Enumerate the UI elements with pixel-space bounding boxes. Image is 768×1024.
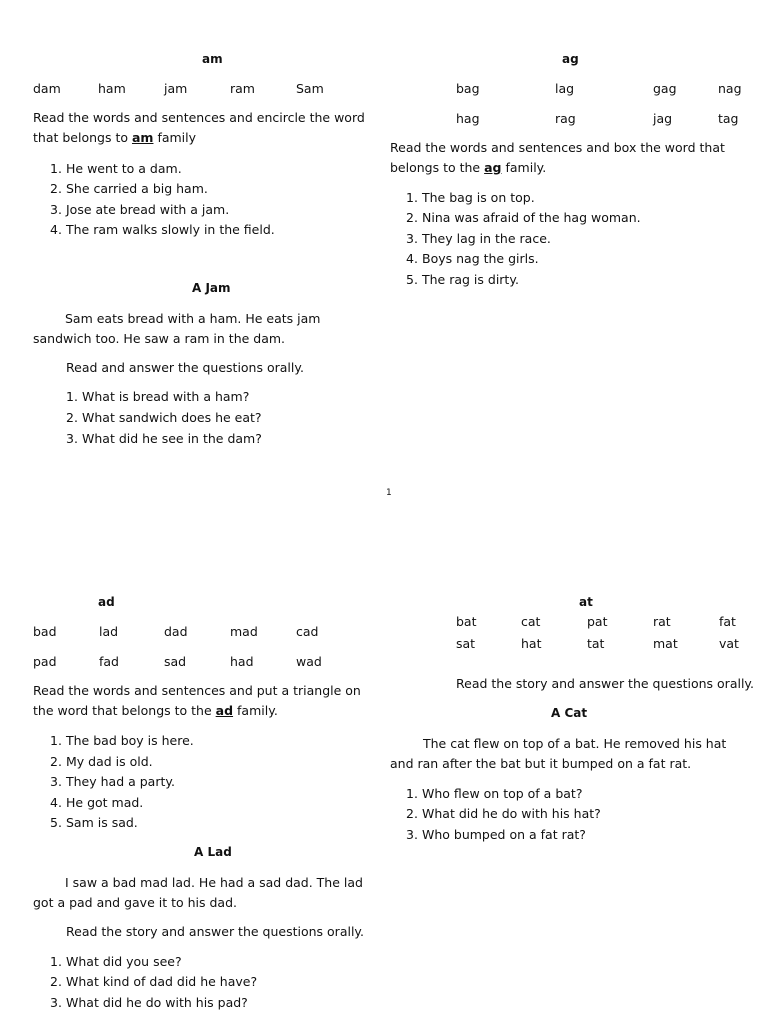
ag-item: 1. The bag is on top. [406, 190, 535, 205]
ag-word: bag [456, 81, 480, 96]
page-number: 1 [386, 488, 392, 498]
jam-question: 1. What is bread with a ham? [66, 389, 250, 404]
ag-word: hag [456, 111, 480, 126]
at-word: vat [719, 636, 739, 651]
am-word: ham [98, 81, 126, 96]
ad-word: wad [296, 654, 322, 669]
ag-word: lag [555, 81, 575, 96]
at-word: fat [719, 614, 736, 629]
am-word: Sam [296, 81, 324, 96]
cat-question: 3. Who bumped on a fat rat? [406, 827, 586, 842]
jam-story-instruction: Read and answer the questions orally. [66, 360, 304, 375]
ad-title: ad [98, 595, 115, 609]
am-word: ram [230, 81, 255, 96]
ag-title: ag [562, 52, 579, 66]
lad-story-text: I saw a bad mad lad. He had a sad dad. The lad got a pad and gave it to his dad. [33, 875, 363, 910]
ad-word: lad [99, 624, 119, 639]
lad-question: 1. What did you see? [50, 954, 182, 969]
jam-story-text: Sam eats bread with a ham. He eats jam sandwich too. He saw a ram in the dam. [33, 311, 321, 346]
ad-word: pad [33, 654, 57, 669]
cat-question: 1. Who flew on top of a bat? [406, 786, 583, 801]
at-word: pat [587, 614, 608, 629]
am-title: am [202, 52, 223, 66]
ag-item: 5. The rag is dirty. [406, 272, 519, 287]
ad-word: mad [230, 624, 258, 639]
ag-item: 3. They lag in the race. [406, 231, 551, 246]
ag-word: tag [718, 111, 739, 126]
ad-word: cad [296, 624, 319, 639]
at-word: mat [653, 636, 678, 651]
ag-word: gag [653, 81, 677, 96]
ad-word: sad [164, 654, 187, 669]
ad-item: 2. My dad is old. [50, 754, 153, 769]
lad-question: 2. What kind of dad did he have? [50, 974, 258, 989]
cat-story-text: The cat flew on top of a bat. He removed his hat and ran after the bat but it bumped on a fat rat. [390, 736, 727, 771]
cat-story-title: A Cat [551, 706, 588, 720]
at-word: rat [653, 614, 671, 629]
ag-word: jag [653, 111, 673, 126]
ag-item: 4. Boys nag the girls. [406, 251, 539, 266]
ag-item: 2. Nina was afraid of the hag woman. [406, 210, 641, 225]
lad-story-title: A Lad [194, 845, 232, 859]
ag-instruction: Read the words and sentences and box the word that belongs to the ag family. [390, 140, 725, 175]
ad-instruction: Read the words and sentences and put a triangle on the word that belongs to the ad family. [33, 683, 361, 718]
at-word: tat [587, 636, 605, 651]
lad-question: 3. What did he do with his pad? [50, 995, 248, 1010]
ag-key-word: ag [484, 160, 502, 175]
ad-item: 5. Sam is sad. [50, 815, 138, 830]
ad-key-word: ad [215, 703, 234, 718]
ad-word: fad [99, 654, 119, 669]
at-word: cat [521, 614, 541, 629]
am-instruction: Read the words and sentences and encircle the word that belongs to am family [33, 110, 365, 145]
ad-item: 3. They had a party. [50, 774, 175, 789]
ag-word: nag [718, 81, 742, 96]
ad-word: dad [164, 624, 188, 639]
am-item: 2. She carried a big ham. [50, 181, 208, 196]
at-word: bat [456, 614, 477, 629]
at-word: sat [456, 636, 476, 651]
ad-item: 4. He got mad. [50, 795, 144, 810]
ag-word: rag [555, 111, 576, 126]
at-instruction: Read the story and answer the questions orally. [456, 676, 755, 691]
am-item: 1. He went to a dam. [50, 161, 182, 176]
jam-question: 2. What sandwich does he eat? [66, 410, 262, 425]
ad-word: had [230, 654, 254, 669]
am-item: 4. The ram walks slowly in the field. [50, 222, 275, 237]
at-word: hat [521, 636, 542, 651]
ad-item: 1. The bad boy is here. [50, 733, 194, 748]
cat-question: 2. What did he do with his hat? [406, 806, 601, 821]
ad-word: bad [33, 624, 57, 639]
jam-story-title: A Jam [192, 281, 231, 295]
lad-story-instruction: Read the story and answer the questions orally. [66, 924, 365, 939]
jam-question: 3. What did he see in the dam? [66, 431, 262, 446]
am-word: jam [164, 81, 188, 96]
am-word: dam [33, 81, 61, 96]
am-item: 3. Jose ate bread with a jam. [50, 202, 230, 217]
am-key-word: am [131, 130, 154, 145]
at-title: at [579, 595, 593, 609]
